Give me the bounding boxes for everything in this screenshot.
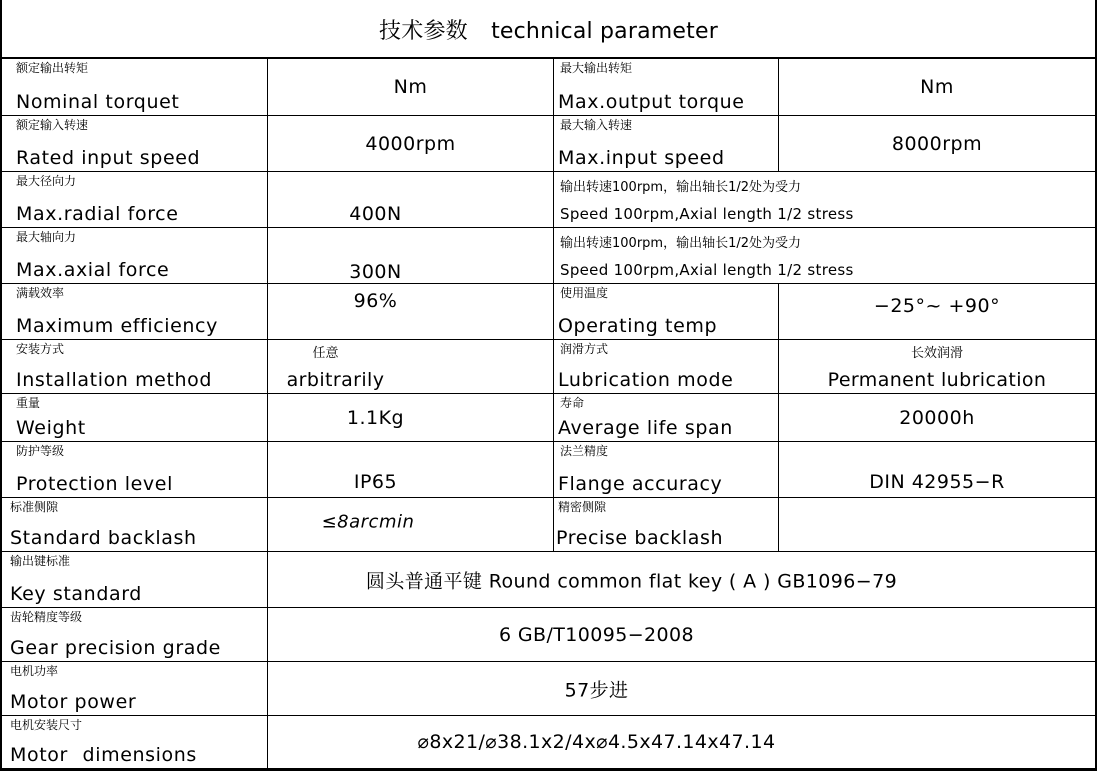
- row-axial-force: [2, 228, 1095, 284]
- value: 96%: [353, 289, 398, 312]
- label-en: Max.input speed: [558, 147, 725, 169]
- value-cell: [267, 662, 1095, 715]
- title-row: [2, 0, 1095, 59]
- label-en: Motor dimensions: [10, 744, 197, 766]
- label-en: Average life span: [558, 417, 733, 439]
- note-cell: [553, 228, 1095, 283]
- label-en: Standard backlash: [10, 527, 197, 549]
- value: 20000h: [899, 406, 975, 429]
- value: 57步进: [564, 679, 629, 701]
- label-zh: 额定输入转速: [16, 118, 89, 132]
- value-cell: [778, 284, 1095, 339]
- value-cell: [778, 498, 1095, 551]
- page-title: [379, 14, 718, 45]
- label-en: Precise backlash: [556, 527, 724, 549]
- value: 8000rpm: [891, 132, 983, 155]
- label-zh: 法兰精度: [560, 444, 609, 458]
- row-installation: [2, 340, 1095, 394]
- value: 300N: [349, 261, 402, 283]
- row-nominal-torque: [2, 59, 1095, 116]
- label-cell: [2, 116, 267, 171]
- value: Nm: [920, 76, 954, 98]
- value-cell: [267, 394, 553, 441]
- label-zh: 标准侧隙: [10, 500, 59, 514]
- label-cell: [553, 442, 778, 497]
- label-en: Max.radial force: [16, 203, 179, 225]
- value-cell: [778, 59, 1095, 115]
- value-cell: [267, 172, 553, 227]
- label-en: Rated input speed: [16, 147, 201, 169]
- value-cell: [267, 552, 1095, 607]
- label-en: Installation method: [16, 369, 213, 391]
- row-protection: [2, 442, 1095, 498]
- label-zh: 最大轴向力: [16, 230, 77, 244]
- value-cell: [267, 59, 553, 115]
- label-cell: [553, 498, 778, 551]
- label-en: Maximum efficiency: [16, 315, 218, 337]
- label-en: Operating temp: [558, 315, 718, 337]
- value: 圆头普通平键 Round common flat key ( A ) GB1096−79: [365, 570, 898, 592]
- value: 400N: [349, 203, 402, 225]
- label-zh: 额定输出转矩: [16, 61, 89, 75]
- label-en: Max.axial force: [16, 259, 170, 281]
- label-en: Motor power: [10, 691, 137, 713]
- label-en: Flange accuracy: [558, 473, 723, 495]
- value: IP65: [353, 471, 398, 493]
- label-zh: 输出键标准: [10, 554, 71, 568]
- value-cell: [778, 116, 1095, 171]
- label-en: Weight: [16, 417, 86, 439]
- label-zh: 最大径向力: [16, 174, 77, 188]
- value-cell: [778, 340, 1095, 393]
- note-cell: [553, 172, 1095, 227]
- label-en: Lubrication mode: [558, 369, 734, 391]
- label-zh: 防护等级: [16, 444, 65, 458]
- value-cell: [267, 116, 553, 171]
- label-en: Key standard: [10, 583, 142, 605]
- row-efficiency: [2, 284, 1095, 340]
- label-zh: 润滑方式: [560, 342, 609, 356]
- row-gear-precision: [2, 608, 1095, 662]
- label-en: Nominal torquet: [16, 91, 180, 113]
- label-en: Protection level: [16, 473, 173, 495]
- value-cell: [267, 498, 553, 551]
- label-zh: 满载效率: [16, 286, 65, 300]
- row-motor-dimensions: [2, 716, 1095, 768]
- value: Nm: [393, 76, 428, 98]
- label-cell: [2, 59, 267, 115]
- value: DIN 42955−R: [869, 471, 1005, 493]
- label-en: Max.output torque: [558, 91, 745, 113]
- value-cell: [267, 442, 553, 497]
- row-radial-force: [2, 172, 1095, 228]
- value-cell: [778, 442, 1095, 497]
- title-zh: 技术参数: [379, 19, 468, 44]
- label-en: Gear precision grade: [10, 637, 221, 659]
- label-cell: [553, 59, 778, 115]
- label-zh: 最大输入转速: [560, 118, 633, 132]
- label-zh: 使用温度: [560, 286, 609, 300]
- label-zh: 重量: [16, 396, 41, 410]
- value-cell: [267, 284, 553, 339]
- label-zh: 精密侧隙: [558, 500, 607, 514]
- value: 4000rpm: [365, 132, 456, 155]
- note-zh: 输出转速100rpm，输出轴长1/2处为受力: [560, 236, 801, 251]
- note-zh: 输出转速100rpm，输出轴长1/2处为受力: [560, 180, 801, 195]
- row-motor-power: [2, 662, 1095, 716]
- note-en: Speed 100rpm,Axial length 1/2 stress: [560, 261, 854, 279]
- value-zh: 任意: [312, 346, 339, 361]
- label-zh: 寿命: [560, 396, 585, 410]
- row-input-speed: [2, 116, 1095, 172]
- value: ≤8arcmin: [321, 511, 415, 533]
- label-zh: 安装方式: [16, 342, 65, 356]
- row-backlash: [2, 498, 1095, 552]
- value-cell: [267, 608, 1095, 661]
- row-key-standard: [2, 552, 1095, 608]
- value-cell: [267, 228, 553, 283]
- label-cell: [553, 284, 778, 339]
- value-cell: [267, 716, 1095, 768]
- label-zh: 电机功率: [10, 664, 59, 678]
- label-cell: [553, 394, 778, 441]
- label-cell: [553, 116, 778, 171]
- value: ⌀8x21/⌀38.1x2/4x⌀4.5x47.14x47.14: [417, 731, 776, 753]
- note-en: Speed 100rpm,Axial length 1/2 stress: [560, 205, 854, 223]
- value-cell: [267, 340, 553, 393]
- value: 6 GB/T10095−2008: [498, 623, 694, 646]
- title-en: technical parameter: [491, 19, 718, 44]
- value: 1.1Kg: [346, 406, 405, 429]
- value-cell: [778, 394, 1095, 441]
- value-en: Permanent lubrication: [827, 369, 1047, 391]
- label-zh: 齿轮精度等级: [10, 610, 83, 624]
- label-zh: 电机安装尺寸: [10, 718, 83, 732]
- value-zh: 长效润滑: [910, 346, 963, 361]
- label-cell: [553, 340, 778, 393]
- value-en: arbitrarily: [286, 369, 385, 391]
- value: −25°~ +90°: [873, 295, 1001, 317]
- label-zh: 最大输出转矩: [560, 61, 633, 75]
- row-weight: [2, 394, 1095, 442]
